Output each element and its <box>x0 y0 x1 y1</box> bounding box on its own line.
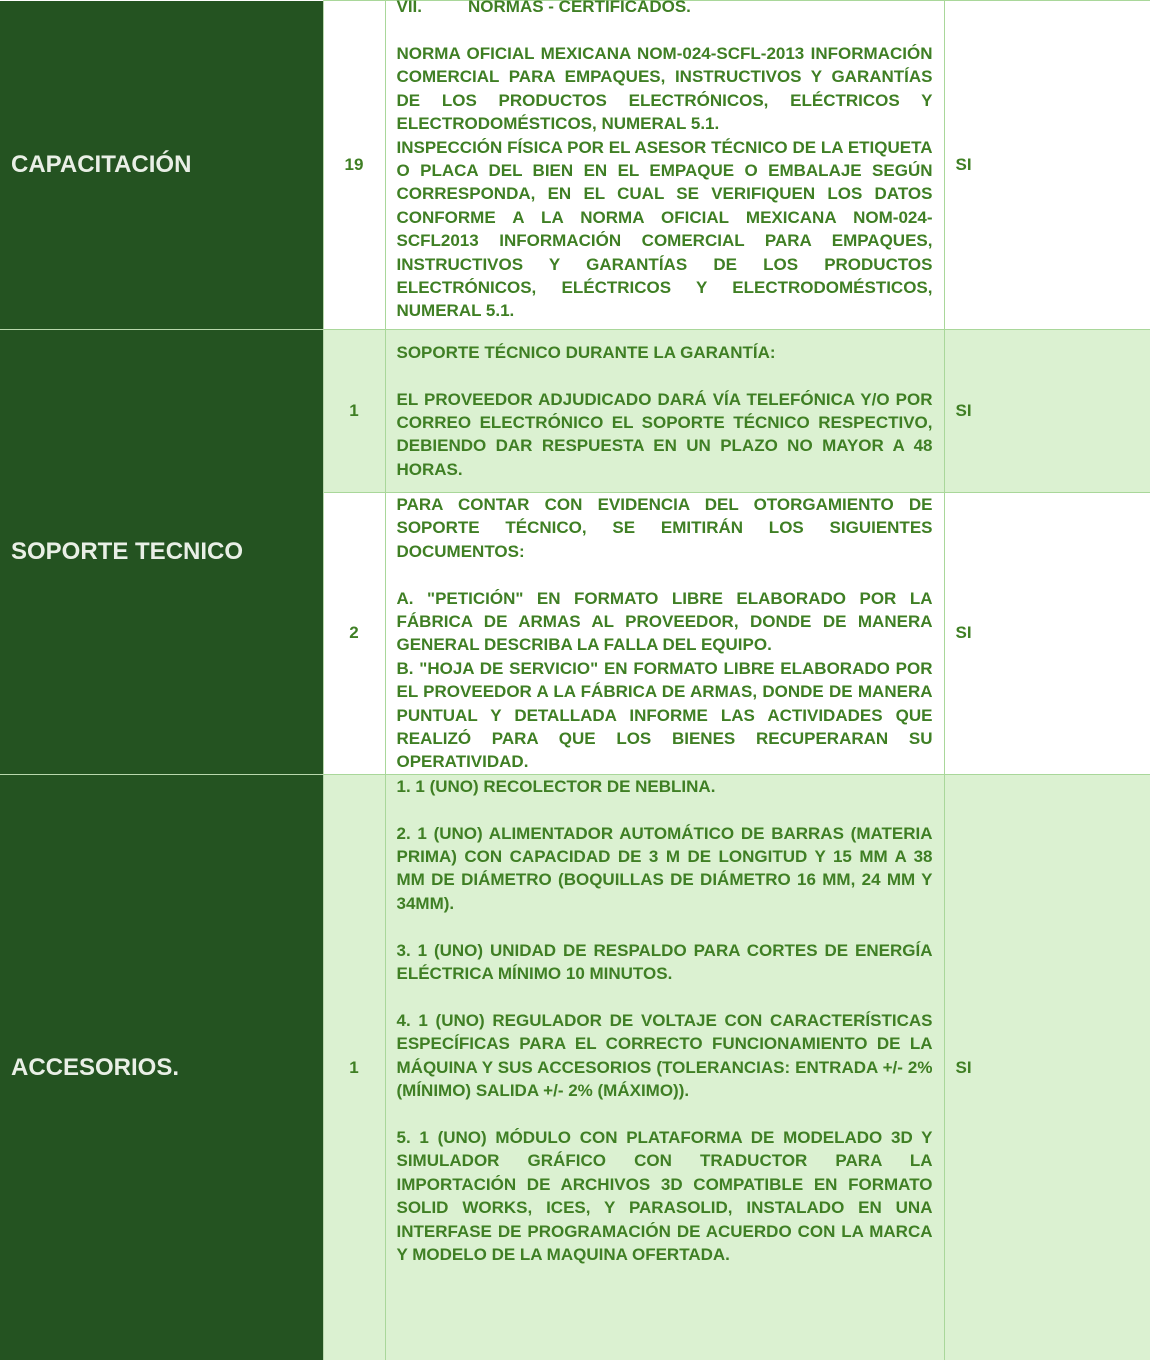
evidence-intro: PARA CONTAR CON EVIDENCIA DEL OTORGAMIENTO DE SOPORTE TÉCNICO, SE EMITIRÁN LOS SIGUIENTES DOCUMENTOS: <box>396 495 933 561</box>
evidence-item-b: B. "HOJA DE SERVICIO" EN FORMATO LIBRE ELABORADO POR EL PROVEEDOR A LA FÁBRICA DE ARMAS, DONDE DE MANERA PUNTUAL Y DETALLADA INFORME LAS ACTIVIDADES QUE REALIZÓ PARA QUE LOS BIENES RECUPERARAN SU OPERATIVIDAD. <box>396 658 933 772</box>
row-number: 2 <box>323 493 385 775</box>
compliance-answer: SI <box>944 493 1150 775</box>
evidence-item-a: A. "PETICIÓN" EN FORMATO LIBRE ELABORADO POR LA FÁBRICA DE ARMAS AL PROVEEDOR, DONDE DE MANERA GENERAL DESCRIBA LA FALLA DEL EQUIPO. <box>396 588 933 655</box>
accessory-item-3: 3. 1 (UNO) UNIDAD DE RESPALDO PARA CORTES DE ENERGÍA ELÉCTRICA MÍNIMO 10 MINUTOS. <box>396 940 933 984</box>
compliance-answer: SI <box>944 774 1150 1360</box>
row-number: 19 <box>323 1 385 330</box>
category-capacitacion: CAPACITACIÓN <box>0 1 323 330</box>
accessory-item-2: 2. 1 (UNO) ALIMENTADOR AUTOMÁTICO DE BARRAS (MATERIA PRIMA) CON CAPACIDAD DE 3 M DE LONGITUD Y 15 MM A 38 MM DE DIÁMETRO (BOQUILLAS DE DIÁMETRO 16 MM, 24 MM Y 34MM). <box>396 823 933 913</box>
accessory-item-1: 1. 1 (UNO) RECOLECTOR DE NEBLINA. <box>396 776 716 796</box>
category-soporte-tecnico: SOPORTE TECNICO <box>0 330 323 775</box>
table-row-soporte-1 <box>0 330 1150 493</box>
requirement-description <box>385 330 944 493</box>
category-accesorios: ACCESORIOS. <box>0 774 323 1360</box>
requirement-description <box>385 774 944 1360</box>
table-row-capacitacion <box>0 1 1150 330</box>
section-number: VII. <box>396 0 423 17</box>
row-number: 1 <box>323 774 385 1360</box>
norm-paragraph: NORMA OFICIAL MEXICANA NOM-024-SCFL-2013 INFORMACIÓN COMERCIAL PARA EMPAQUES, INSTRUCTIVOS Y GARANTÍAS DE LOS PRODUCTOS ELECTRÓNICOS, ELÉCTRICOS Y ELECTRODOMÉSTICOS, NUMERAL 5.1. <box>396 43 933 134</box>
compliance-answer: SI <box>944 1 1150 330</box>
section-header <box>397 0 933 19</box>
row-number: 1 <box>323 330 385 493</box>
requirement-description <box>385 1 944 330</box>
requirement-description <box>385 493 944 775</box>
support-paragraph: EL PROVEEDOR ADJUDICADO DARÁ VÍA TELEFÓNICA Y/O POR CORREO ELECTRÓNICO EL SOPORTE TÉCNICO RESPECTIVO, DEBIENDO DAR RESPUESTA EN UN PLAZO NO MAYOR A 48 HORAS. <box>396 389 933 479</box>
table-row-accesorios <box>0 774 1150 1360</box>
accessory-item-5: 5. 1 (UNO) MÓDULO CON PLATAFORMA DE MODELADO 3D Y SIMULADOR GRÁFICO CON TRADUCTOR PARA LA IMPORTACIÓN DE ARCHIVOS 3D COMPATIBLE EN FORMATO SOLID WORKS, ICES, Y PARASOLID, INSTALADO EN UNA INTERFASE DE PROGRAMACIÓN DE ACUERDO CON LA MARCA Y MODELO DE LA MAQUINA OFERTADA. <box>396 1127 933 1264</box>
inspection-paragraph: INSPECCIÓN FÍSICA POR EL ASESOR TÉCNICO DE LA ETIQUETA O PLACA DEL BIEN EN EL EMPAQUE O EMBALAJE SEGÚN CORRESPONDA, EN EL CUAL SE VERIFIQUEN LOS DATOS CONFORME A LA NORMA OFICIAL MEXICANA NOM-024-SCFL2013 INFORMACIÓN COMERCIAL PARA EMPAQUES, INSTRUCTIVOS Y GARANTÍAS DE LOS PRODUCTOS ELECTRÓNICOS, ELÉCTRICOS Y ELECTRODOMÉSTICOS, NUMERAL 5.1. <box>396 137 933 321</box>
support-title: SOPORTE TÉCNICO DURANTE LA GARANTÍA: <box>396 342 776 362</box>
compliance-answer: SI <box>944 330 1150 493</box>
accessory-item-4: 4. 1 (UNO) REGULADOR DE VOLTAJE CON CARACTERÍSTICAS ESPECÍFICAS PARA EL CORRECTO FUNCIONAMIENTO DE LA MÁQUINA Y SUS ACCESORIOS (TOLERANCIAS: ENTRADA +/- 2% (MÍNIMO) SALIDA +/- 2% (MÁXIMO)). <box>396 1010 933 1101</box>
section-title: NORMAS - CERTIFICADOS. <box>468 0 691 17</box>
